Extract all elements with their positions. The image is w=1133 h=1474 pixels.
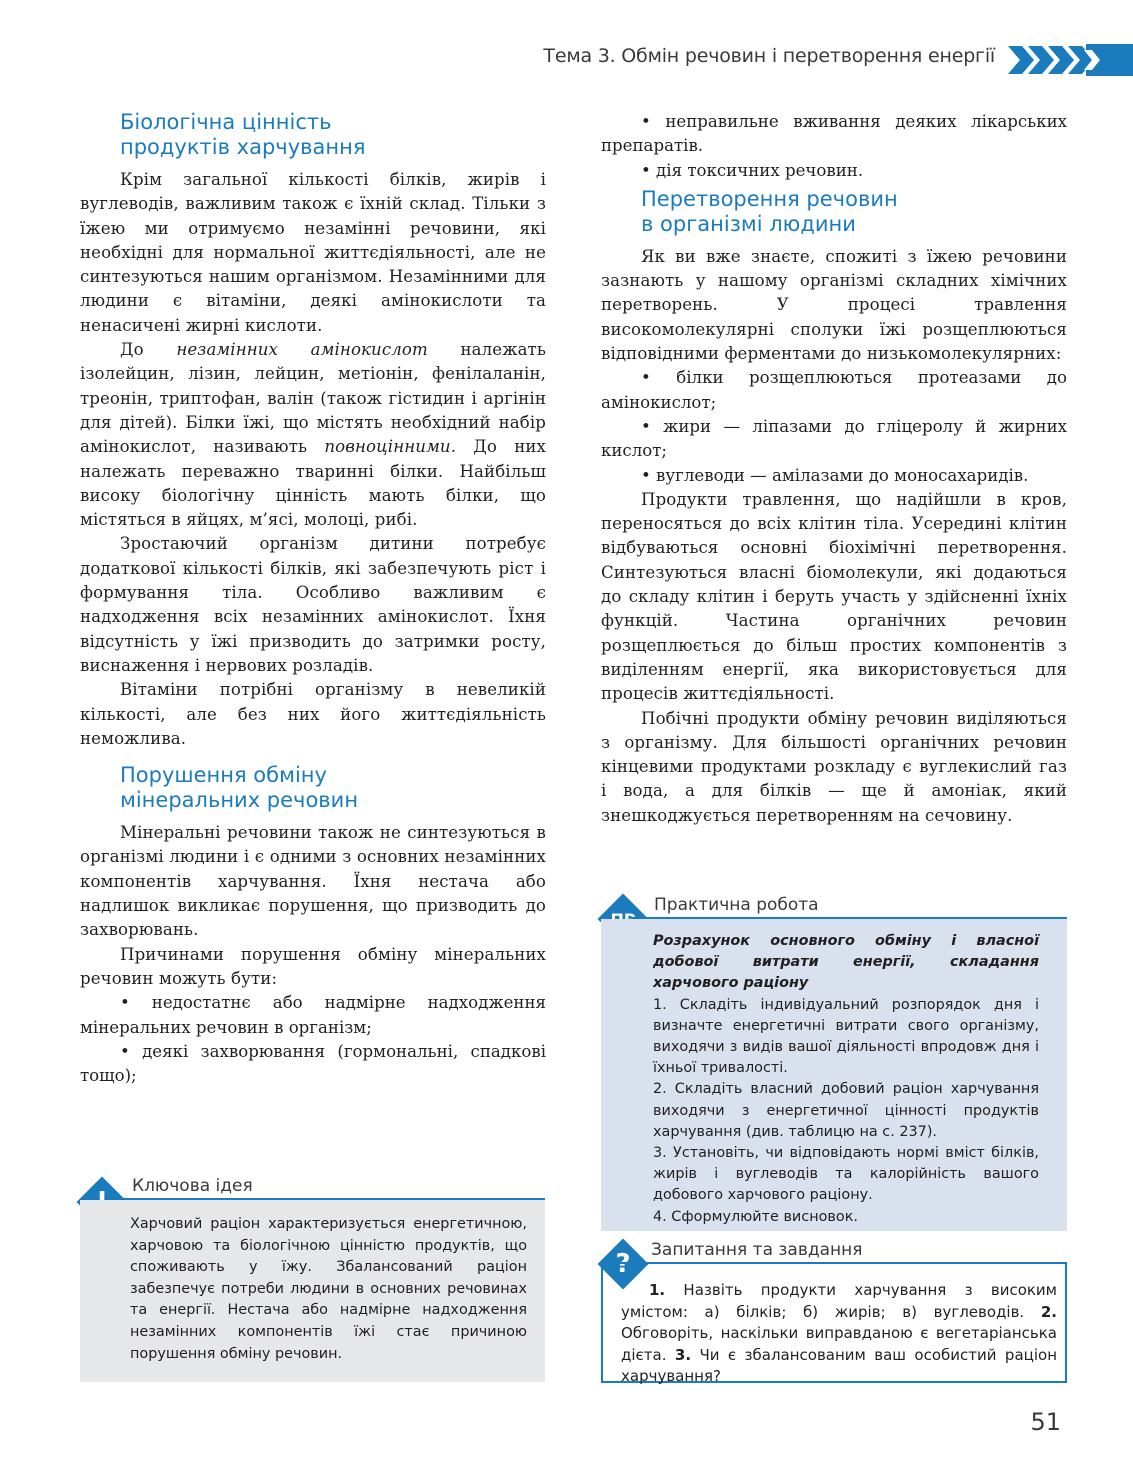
bullet-item: • вуглеводи — амілазами до моносахаридів. — [641, 465, 1029, 485]
practical-work-box — [601, 895, 1067, 1231]
practical-title: Розрахунок основного обміну і власної добової витрати енергії, складання харчового раціону — [653, 933, 1039, 992]
practical-step: 2. Складіть власний добовий раціон харчування виходячи з енергетичної цінності продуктів харчування (див. таблицю на с. 237). — [653, 1081, 1039, 1140]
question-text: Назвіть продукти харчування з високим умістом: а) білків; б) жирів; в) вуглеводів. — [621, 1281, 1057, 1321]
paragraph: Мінеральні речовини також не синтезуються в організмі людини і є одними з основних незамінних компонентів харчування. Їхня нестача або надлишок викликає порушення, що призводить до захворювань. — [80, 823, 546, 940]
questions-box — [601, 1238, 1067, 1383]
bullet-item: • неправильне вживання деяких лікарських препаратів. — [601, 112, 1067, 156]
bullet-item: • дія токсичних речовин. — [641, 160, 864, 180]
paragraph-essential-amino-acids — [80, 338, 546, 532]
paragraph: Як ви вже знаєте, спожиті з їжею речовини зазнають у нашому організмі складних хімічних перетворень. У процесі травлення високомолекулярні сполуки їжі розщеплюються відповідними ферментами до низькомолекулярних: — [601, 246, 1067, 364]
italic-term: повноцінними — [324, 437, 451, 457]
question-text: Обговоріть, наскільки виправданою є вегетаріанська дієта. — [621, 1324, 1057, 1364]
paragraph: Зростаючий організм дитини потребує додаткової кількості білків, які забезпечують ріст і формування тіла. Особливо важливим є надходження всіх незамінних амінокислот. Їхня відсутність у їжі призводить до затримки росту, виснаження і нервових розладів. — [80, 534, 546, 675]
running-header — [0, 40, 1133, 80]
practical-step: 3. Установіть, чи відповідають нормі вміст білків, жирів і вуглеводів та калорійність вашого добового харчового раціону. — [653, 1145, 1039, 1204]
questions-text — [601, 1262, 1067, 1383]
chevrons-icon — [1008, 44, 1133, 76]
text-run: . До них належать переважно тваринні білки. Найбільш високу біологічну цінність мають білки, що містяться в яйцях, м’ясі, молоці, рибі. — [80, 437, 546, 530]
paragraph: Крім загальної кількості білків, жирів і вуглеводів, важливим також є їхній склад. Тільки з їжею ми отримуємо незамінні речовини, які необхідні для нормальної життєдіяльності, але не синтезуються нашим організмом. Незамінними для людини є вітаміни, деякі амінокислоти та ненасичені жирні кислоти. — [80, 170, 546, 335]
section-heading-biological-value — [120, 110, 546, 160]
heading-line: Перетворення речовин — [641, 186, 898, 211]
heading-line: в організмі людини — [641, 211, 856, 236]
key-idea-box — [80, 1176, 545, 1382]
practical-caption: Практична робота — [654, 895, 819, 915]
bullet-item: • білки розщеплюються протеазами до амінокислот; — [601, 368, 1067, 412]
bullet-item: • недостатнє або надмірне надходження мінеральних речовин в організм; — [80, 993, 546, 1037]
heading-line: мінеральних речовин — [120, 788, 359, 813]
italic-term: незамінних амінокислот — [176, 340, 428, 360]
practical-step: 4. Сформулюйте висновок. — [653, 1208, 858, 1225]
chapter-title: Тема 3. Обмін речовин і перетворення енергії — [543, 45, 995, 67]
page-number: 51 — [1030, 1408, 1061, 1436]
paragraph: Побічні продукти обміну речовин виділяються з організму. Для більшості органічних речовин кінцевими продуктами розкладу є вуглекислий газ і вода, а для білків — ще й амоніак, який знешкоджується перетворенням на сечовину. — [601, 708, 1067, 825]
left-column — [80, 110, 546, 1088]
question-number: 3. — [674, 1345, 692, 1364]
question-number: 2. — [1040, 1302, 1057, 1321]
paragraph: Продукти травлення, що надійшли в кров, переносяться до всіх клітин тіла. Усередині клітин відбуваються основні біохімічні перетворення. Синтезуються власні біомолекули, які додаються до складу клітин і беруть участь у здійсненні їхніх функцій. Частина органічних речовин розщеплюється до більш простих компонентів з виділенням енергії, яка використовується для процесів життєдіяльності. — [601, 489, 1067, 704]
right-column — [601, 110, 1067, 828]
paragraph: Причинами порушення обміну мінеральних речовин можуть бути: — [80, 944, 546, 988]
key-idea-caption: Ключова ідея — [132, 1176, 253, 1196]
heading-line: продуктів харчування — [120, 135, 366, 159]
question-icon: ? — [597, 1238, 649, 1290]
question-text: Чи є збалансованим ваш особистий раціон харчування? — [621, 1345, 1057, 1385]
practical-step: 1. Складіть індивідуальний розпорядок дня і визначте енергетичні витрати свого організму, виходячи з видів вашої діяльності впродовж дня і їхньої тривалості. — [653, 996, 1039, 1077]
bullet-item: • деякі захворювання (гормональні, спадкові тощо); — [80, 1041, 546, 1086]
key-idea-text: Харчовий раціон характеризується енергетичною, харчовою та біологічною цінністю продуктів, що споживають у їжу. Збалансований раціон забезпечує потреби людини в основних речовинах та енергії. Нестача або надмірне надходження незамінних компонентів їжі стає причиною порушення обміну речовин. — [80, 1200, 545, 1382]
section-heading-mineral-metabolism — [120, 763, 546, 813]
text-run: До — [120, 340, 177, 360]
heading-line: Порушення обміну — [120, 763, 327, 788]
practical-body — [601, 919, 1067, 1231]
section-heading-transformation — [641, 187, 1067, 237]
paragraph: Вітаміни потрібні організму в невеликій кількості, але без них його життєдіяльність неможлива. — [80, 680, 546, 748]
text-run: належать ізолейцин, лізин, лейцин, метіонін, фенілаланін, треонін, триптофан, валін (також гістидин і аргінін для дітей). Білки їжі, що містять необхідний набір амінокислот, називають — [80, 340, 546, 457]
bullet-item: • жири — ліпазами до гліцеролу й жирних кислот; — [601, 416, 1067, 461]
heading-line: Біологічна цінність — [120, 110, 332, 134]
questions-caption: Запитання та завдання — [651, 1240, 863, 1260]
question-number: 1. — [649, 1281, 666, 1299]
